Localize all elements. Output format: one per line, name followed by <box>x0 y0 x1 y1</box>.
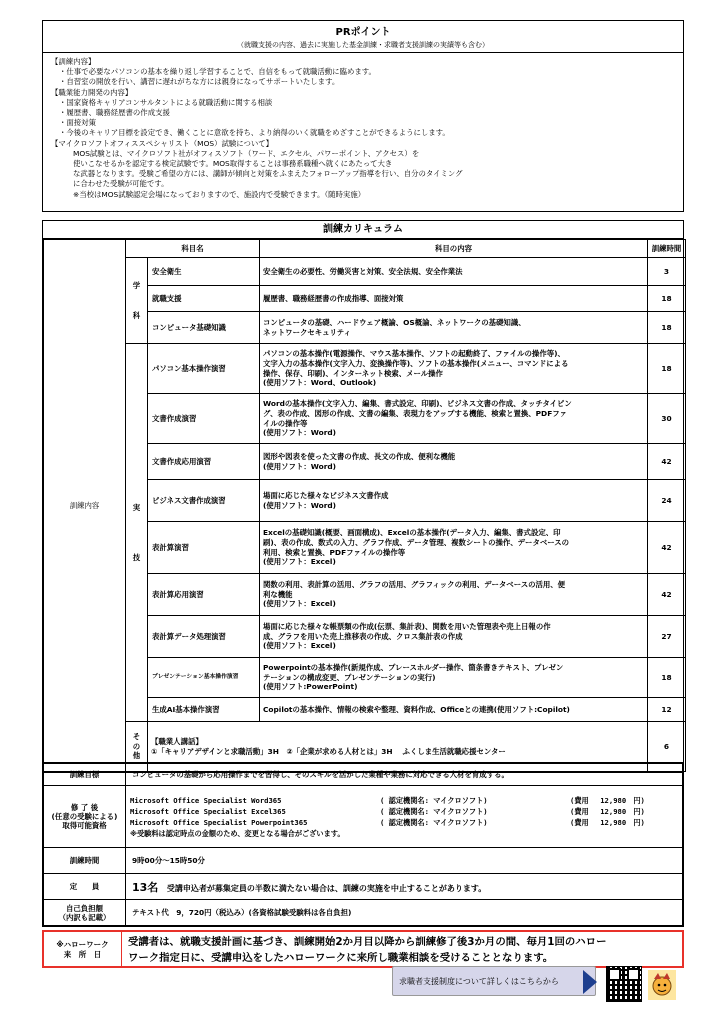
pr-line: 使いこなせるかを認定する検定試験です。MOS取得することは事務系職種へ就くにあたって大き <box>73 159 393 169</box>
pr-line: ・今後のキャリア目標を設定でき、働くことに意欲を持ち、より納得のいく就職をめざすことができるようにします。 <box>59 128 450 138</box>
qr-code-icon[interactable] <box>606 966 642 1002</box>
subject-hours: 18 <box>648 286 686 312</box>
capacity-label: 定 員 <box>44 874 126 900</box>
cost-label-line: （内訳も記載） <box>58 912 111 922</box>
subject-content: Wordの基本操作(文字入力、編集、書式設定、印刷)、ビジネス文書の作成、タッチタイピン グ、表の作成、図形の作成、文書の編集、表現力をアップする機能、検索と置換、PDFファ イルの操作等 (使用ソフト：Word) <box>260 394 648 444</box>
gakka-label-char: 科 <box>132 310 141 320</box>
other-label-char: 他 <box>132 751 141 761</box>
curriculum-title: 訓練カリキュラム <box>43 221 683 239</box>
qualification-name: Microsoft Office Specialist Word365 <box>130 795 282 805</box>
subject-hours: 12 <box>648 698 686 722</box>
pr-line: に合わせた受験が可能です。 <box>73 179 169 189</box>
goal-row <box>44 764 683 786</box>
hours-header: 訓練時間 <box>648 240 686 258</box>
document-page <box>42 20 684 964</box>
subject-hours: 3 <box>648 258 686 286</box>
cost-label <box>44 900 126 926</box>
qualification-items <box>130 795 678 828</box>
cost-row <box>44 900 683 926</box>
pr-line: ・国家資格キャリアコンサルタントによる就職活動に関する相談 <box>59 97 273 107</box>
hellowork-label-line: 来 所 日 <box>63 950 102 959</box>
curriculum-row <box>44 258 686 286</box>
subject-content: Powerpointの基本操作(新規作成、プレースホルダー操作、箇条書きテキスト、プレゼン テーションの構成変更、プレゼンテーションの実行) (使用ソフト:PowerPoint) <box>260 658 648 698</box>
qualification-org: ( 認定機関名: マイクロソフト) <box>380 806 488 816</box>
pr-line: な武器となります。受験ご希望の方には、講師が傾向と対策をふまえたフォローアップ指導を行い、自分のタイミング <box>73 169 463 179</box>
subject-hours: 42 <box>648 574 686 616</box>
gakka-label <box>126 258 148 344</box>
qualification-name: Microsoft Office Specialist Excel365 <box>130 806 286 816</box>
goal-text: コンピュータの基礎から応用操作までを習得し、そのスキルを活かした業種や業務に対応できる人材を育成する。 <box>126 764 683 786</box>
qualification-note: ※受験料は認定時点の金額のため、変更となる場合がございます。 <box>130 828 345 838</box>
hellowork-label-line: ※ハローワーク <box>56 940 109 949</box>
qualification-item <box>130 795 678 806</box>
subject-content: 場面に応じた様々な帳票類の作成(伝票、集計表)、関数を用いた管理表や売上日報の作 成、グラフを用いた売上推移表の作成、クロス集計表の作成 (使用ソフト：Excel) <box>260 616 648 658</box>
subject-content: 図形や図表を使った文書の作成、長文の作成、便利な機能 (使用ソフト：Word) <box>260 444 648 480</box>
other-content: 【職業人講話】 ①「キャリアデザインと求職活動」3H ②「企業が求める人材とは」3H ふくしま生活就職応援センター <box>148 722 648 772</box>
other-label-char: そ <box>132 732 141 742</box>
qualification-label-line: (任意の受験による) <box>51 812 118 821</box>
subject-content: 履歴書、職務経歴書の作成指導、面接対策 <box>260 286 648 312</box>
goal-label: 訓練目標 <box>44 764 126 786</box>
pr-line: ・自習室の開放を行い、講習に遅れがちな方には親身になってサポートいたします。 <box>59 77 340 87</box>
subject-hours: 24 <box>648 480 686 522</box>
subject-hours: 42 <box>648 522 686 574</box>
pr-line: MOS試験とは、マイクロソフト社がオフィスソフト（ワード、エクセル、パワーポイント、アクセス）を <box>73 148 420 158</box>
subject-content: Copilotの基本操作、情報の検索や整理、資料作成、Officeとの連携(使用ソフト:Copilot) <box>260 698 648 722</box>
other-hours: 6 <box>648 722 686 772</box>
curriculum-row <box>44 344 686 394</box>
qualification-label-line: 修 了 後 <box>70 803 99 812</box>
pr-line: ・面接対策 <box>59 118 96 128</box>
capacity-note: 受講申込者が募集定員の半数に満たない場合は、訓練の実施を中止することがあります。 <box>166 883 487 893</box>
qualification-item <box>130 817 678 828</box>
pr-line: ・仕事で必要なパソコンの基本を繰り返し学習することで、自信をもって就職活動に臨めます。 <box>59 67 376 77</box>
subject-name: 文書作成応用演習 <box>148 444 260 480</box>
cost-value: テキスト代 9，720円（税込み）(各資格試験受験料は各自負担) <box>126 900 683 926</box>
subject-hours: 18 <box>648 344 686 394</box>
pr-line: 【職業能力開発の内容】 <box>51 87 133 97</box>
qualification-fee: (費用 12,980 円) <box>570 806 645 816</box>
hellowork-notice <box>42 930 684 968</box>
support-info-button-label: 求職者支援制度について詳しくはこちらから <box>399 976 559 986</box>
qualification-fee: (費用 12,980 円) <box>570 795 645 805</box>
subject-content: 関数の利用、表計算の活用、グラフの活用、グラフィックの利用、データベースの活用、便 利な機能 (使用ソフト：Excel) <box>260 574 648 616</box>
subject-name: コンピュータ基礎知識 <box>148 312 260 344</box>
subject-content: コンピュータの基礎、ハードウェア概論、OS概論、ネットワークの基礎知識、 ネットワークセキュリティ <box>260 312 648 344</box>
subject-name: 安全衛生 <box>148 258 260 286</box>
arrow-right-icon <box>583 970 597 994</box>
subject-content: 場面に応じた様々なビジネス文書作成 (使用ソフト：Word) <box>260 480 648 522</box>
subject-name: 生成AI基本操作演習 <box>148 698 260 722</box>
pr-body <box>43 53 683 204</box>
hellowork-label <box>44 932 122 966</box>
subject-name: 表計算データ処理演習 <box>148 616 260 658</box>
gakka-label-char: 学 <box>132 280 141 290</box>
info-section <box>42 762 684 927</box>
qualification-label <box>44 786 126 848</box>
pr-line: 【訓練内容】 <box>51 57 96 66</box>
subject-hours: 30 <box>648 394 686 444</box>
subject-name: パソコン基本操作演習 <box>148 344 260 394</box>
content-header: 科目の内容 <box>260 240 648 258</box>
subject-name: 表計算演習 <box>148 522 260 574</box>
info-table <box>43 763 683 926</box>
pr-line: ※当校はMOS試験認定会場になっておりますので、施設内で受験できます。（随時実施） <box>73 189 366 199</box>
capacity-cell <box>126 874 683 900</box>
subject-hours: 42 <box>648 444 686 480</box>
hellowork-text: 受講者は、就職支援計画に基づき、訓練開始2か月目以降から訓練修了後3か月の間、毎月1回のハロー ワーク指定日に、受講申込をしたハローワークに来所し職業相談を受けることとなります。 <box>128 936 607 964</box>
time-label: 訓練時間 <box>44 848 126 874</box>
cost-label-line: 自己負担額 <box>66 903 103 913</box>
time-value: 9時00分～15時50分 <box>126 848 683 874</box>
qualification-item <box>130 806 678 817</box>
curriculum-header-row <box>44 240 686 258</box>
time-row <box>44 848 683 874</box>
subject-header: 科目名 <box>126 240 260 258</box>
curriculum-section <box>42 220 684 773</box>
subject-hours: 27 <box>648 616 686 658</box>
qualification-label-line: 取得可能資格 <box>62 821 107 830</box>
other-label-char: の <box>132 741 141 751</box>
mascot-icon <box>648 970 676 1000</box>
subject-content: パソコンの基本操作(電源操作、マウス基本操作、ソフトの起動終了、ファイルの操作等)、 文字入力の基本操作(文字入力、変換操作等)、ソフトの基本操作(メニュー、コマンドによる 操作、保存、印刷)、インターネット検索、メール操作 (使用ソフト：Word、Outlook) <box>260 344 648 394</box>
pr-subtitle: （就職支援の内容、過去に実施した基金訓練・求職者支援訓練の実績等も含む） <box>237 41 489 49</box>
qualification-fee: (費用 12,980 円) <box>570 817 645 827</box>
pr-title: PRポイント <box>335 27 391 38</box>
pr-line: 【マイクロソフトオフィススペシャリスト（MOS）試験について】 <box>51 138 274 148</box>
subject-hours: 18 <box>648 312 686 344</box>
subject-name: プレゼンテーション基本操作演習 <box>148 658 260 698</box>
subject-content: Excelの基礎知識(概要、画面構成)、Excelの基本操作(データ入力、編集、書式設定、印 刷)、表の作成、数式の入力、グラフ作成、データ管理、複数シートの操作、データベースの 利用、検索と置換、PDFファイルの操作等 (使用ソフト：Excel) <box>260 522 648 574</box>
pr-section <box>42 20 684 212</box>
subject-name: 文書作成演習 <box>148 394 260 444</box>
subject-content: 安全衛生の必要性、労働災害と対策、安全法規、安全作業法 <box>260 258 648 286</box>
subject-hours: 18 <box>648 658 686 698</box>
subject-name: 表計算応用演習 <box>148 574 260 616</box>
capacity-number: 13名 <box>132 880 159 894</box>
qualification-name: Microsoft Office Specialist Powerpoint365 <box>130 817 308 827</box>
qualification-row <box>44 786 683 848</box>
qualification-org: ( 認定機関名: マイクロソフト) <box>380 795 488 805</box>
qualification-list <box>126 786 683 848</box>
jitsugi-label-char: 技 <box>132 552 141 562</box>
jitsugi-label-char: 実 <box>132 502 141 512</box>
category-label: 訓練内容 <box>44 240 126 772</box>
jitsugi-label <box>126 344 148 722</box>
curriculum-table <box>43 239 686 772</box>
support-info-button[interactable] <box>392 966 596 996</box>
capacity-row <box>44 874 683 900</box>
pr-line: ・履歴書、職務経歴書の作成支援 <box>59 108 170 118</box>
subject-name: 就職支援 <box>148 286 260 312</box>
qualification-org: ( 認定機関名: マイクロソフト) <box>380 817 488 827</box>
subject-name: ビジネス文書作成演習 <box>148 480 260 522</box>
pr-header <box>43 21 683 53</box>
